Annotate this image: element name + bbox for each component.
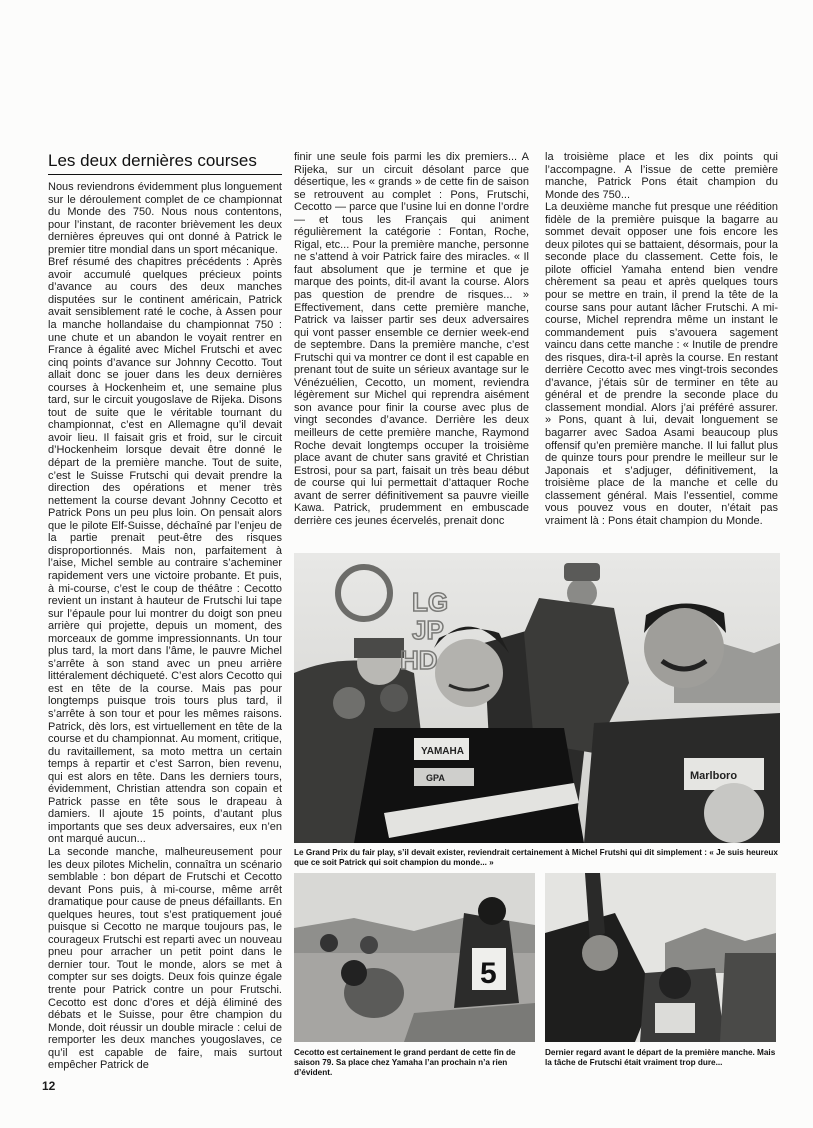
caption-text: Le Grand Prix du fair play, s’il devait exister, reviendrait certainement à Michel Frutshi qui dit simplement : « Je suis heureux que ce soit Patrick qui soit champion du monde... »	[294, 848, 778, 867]
gpa-text: GPA	[426, 773, 445, 783]
main-photo-caption	[294, 848, 782, 868]
start-photo-caption	[545, 1048, 777, 1068]
cecotto-photo	[294, 873, 535, 1042]
paragraph: La deuxième manche fut presque une réédition fidèle de la première puisque la bagarre au sommet devait opposer une fois encore les deux pilotes qui se battaient, désormais, pour la seconde place du classement. Cette fois, le pilote officiel Yamaha entend bien vendre chèrement sa peau et après quelques tours pour se mettre en train, il prend la tête de la course sans pour autant lâcher Frutschi. A mi-course, Michel reprendra même un instant le commandement puis s’avouera sagement vaincu dans cette manche : « Inutile de prendre des risques, dira-t-il après la course. En restant derrière Cecotto avec mes vingt-trois secondes d’avance, j’étais sûr de terminer en tête au général et de prendre la seconde place du classement mondial. Alors j’ai préféré assurer. » Pons, quant à lui, devait longuement se bagarrer avec Sadoa Asami beaucoup plus offensif qu’en première manche. Il lui fallut plus de quinze tours pour prendre le meilleur sur le Japonais et s’adjuger, définitivement, la troisième place de la manche et celle du classement général. Mais l’essentiel, comme vous pouvez vous en douter, n’était pas vraiment là : Pons était champion du Monde.	[545, 201, 778, 527]
caption-text: Dernier regard avant le départ de la première manche. Mais la tâche de Frutschi était vraiment trop dure...	[545, 1048, 776, 1067]
section-heading: Les deux dernières courses	[48, 151, 282, 175]
marlboro-text: Marlboro	[690, 770, 738, 782]
text-column-1	[48, 181, 282, 1072]
paragraph: Bref résumé des chapitres précédents : Après avoir accumulé quelques précieux points d’avance au cours des deux manches disputées sur le continent américain, Patrick avait sensiblement raté le coche, à Assen pour la manche hollandaise du championnat 750 : une chute et un abandon le voyait rentrer en France à égalité avec Michel Frutschi et avec cinq points d’avance sur Johnny Cecotto. Tout allait donc se jouer dans les deux dernières courses à Hockenheim et, une semaine plus tard, sur le circuit yougoslave de Rijeka. Disons tout de suite que le véritable tournant du championnat, c’est en Allemagne qu’il devait avoir lieu. Il faisait gris et froid, sur le circuit d’Hockenheim lorsque devait être donné le départ de la première manche. Tout de suite, c’est le Suisse Frutschi qui devait prendre la direction des opérations et mener très nettement la course devant Johnny Cecotto et Patrick Pons un peu plus loin. On pensait alors que le pilote Elf-Suisse, déchaîné par l’enjeu de la partie prenait peut-être des risques disproportionnés. Mais non, parfaitement à l’aise, Michel semble au contraire s’acheminer rapidement vers une victoire probante. Et puis, à mi-course, c’est le coup de théâtre : Cecotto revient un instant à hauteur de Frutschi lui tape sur l’épaule pour lui montrer du doigt son pneu arrière qui projette, depuis un moment, des morceaux de gomme impressionnants. Un tour plus tard, la mort dans l’âme, le pauvre Michel s’arrête à son stand avec un pneu arrière littéralement déchiqueté. C’est alors Cecotto qui est en tête de la course. Mais pas pour longtemps puisque trois tours plus tard, il s’arrête à son tour et pour les mêmes raisons. Patrick, dès lors, est virtuellement en tête de la course et du championnat. Au moment, critique, du ravitaillement, sa moto mettra un certain temps à repartir et c’est Sarron, bien revenu, qui est alors en tête. Dans les derniers tours, évidemment, Christian attendra son copain et Patrick passe en tête sous le drapeau à damiers. Il ajoute 15 points, d’autant plus importants que ses deux adversaires, eux n’en ont marqué aucun...	[48, 256, 282, 846]
text-column-3	[545, 151, 778, 527]
start-photo	[545, 873, 776, 1042]
paragraph: finir une seule fois parmi les dix premiers... A Rijeka, sur un circuit désolant parce que désertique, les « grands » de cette fin de saison se retrouvent au complet : Pons, Frutschi, Cecotto — parce que l’usine lui en donne l’ordre — et tous les Français qui animent régulièrement la catégorie : Fontan, Roche, Rigal, etc... Pour la première manche, personne ne s’attend à voir Patrick faire des miracles. « Il faut absolument que je termine et que je marque des points, dit-il avant la course. Alors pas question de prendre de risques... » Effectivement, dans cette première manche, Patrick va laisser partir ses deux adversaires qui vont passer ensemble ce dernier week-end de septembre. Dans la première manche, c’est Frutschi qui va montrer ce dont il est capable en prenant tout de suite un sérieux avantage sur le Vénézuélien, Cecotto, un moment, reviendra légèrement sur Michel qui reprendra aisément son avance pour finir la course avec plus de vingt secondes d’avance. Derrière les deux meilleurs de cette première manche, Raymond Roche devait longtemps occuper la troisième place avant de chuter sans gravité et Christian Estrosi, pour sa part, faisait un très beau début de course qui lui permettait d’attaquer Roche avant de serrer définitivement sa pauvre vieille Kawa. Patrick, prudemment en embuscade derrière ces jeunes écervelés, prenait donc	[294, 151, 529, 527]
page-number: 12	[42, 1079, 56, 1093]
cecotto-photo-caption	[294, 1048, 535, 1078]
svg-text:JP: JP	[412, 615, 444, 645]
yamaha-text: YAMAHA	[421, 746, 464, 757]
paragraph: Nous reviendrons évidemment plus longuement sur le déroulement complet de ce championnat du Monde des 750. Nous nous contentons, pour l’instant, de raconter brièvement les deux dernières épreuves qui ont donné à Patrick le premier titre mondial dans un sport mécanique.	[48, 181, 282, 256]
paragraph: La seconde manche, malheureusement pour les deux pilotes Michelin, connaîtra un scénario semblable : bon départ de Frutschi et Cecotto devant Pons puis, à mi-course, même arrêt dramatique pour cause de pneus défaillants. En quelques heures, tout s’est pratiquement joué puisque si Cecotto ne marque toujours pas, le courageux Frutschi est reparti avec un nouveau pneu pour arracher un petit point dans le dernier tour. Tout le monde, alors se met à compter sur ses doigts. Deux fois quinze égale trente pour Patrick contre un pour Frutschi. Cecotto est donc d’ores et déjà éliminé des débats et le Suisse, pour être champion du Monde, doit réussir un double miracle : celui de remporter les deux manches yougoslaves, ce qu’il est capable de faire, mais surtout empêcher Patrick de	[48, 845, 282, 1072]
paragraph: la troisième place et les dix points qui l’accompagne. A l’issue de cette première manche, Patrick Pons était champion du Monde des 750...	[545, 151, 778, 201]
svg-text:HD: HD	[400, 645, 438, 675]
race-number: 5	[480, 957, 497, 990]
watermark-logo: LG	[412, 587, 449, 617]
caption-text: Cecotto est certainement le grand perdant de cette fin de saison 79. Sa place chez Yamaha l’an prochain n’a rien d’évident.	[294, 1048, 516, 1077]
main-photo	[294, 553, 780, 843]
text-column-2	[294, 151, 529, 527]
